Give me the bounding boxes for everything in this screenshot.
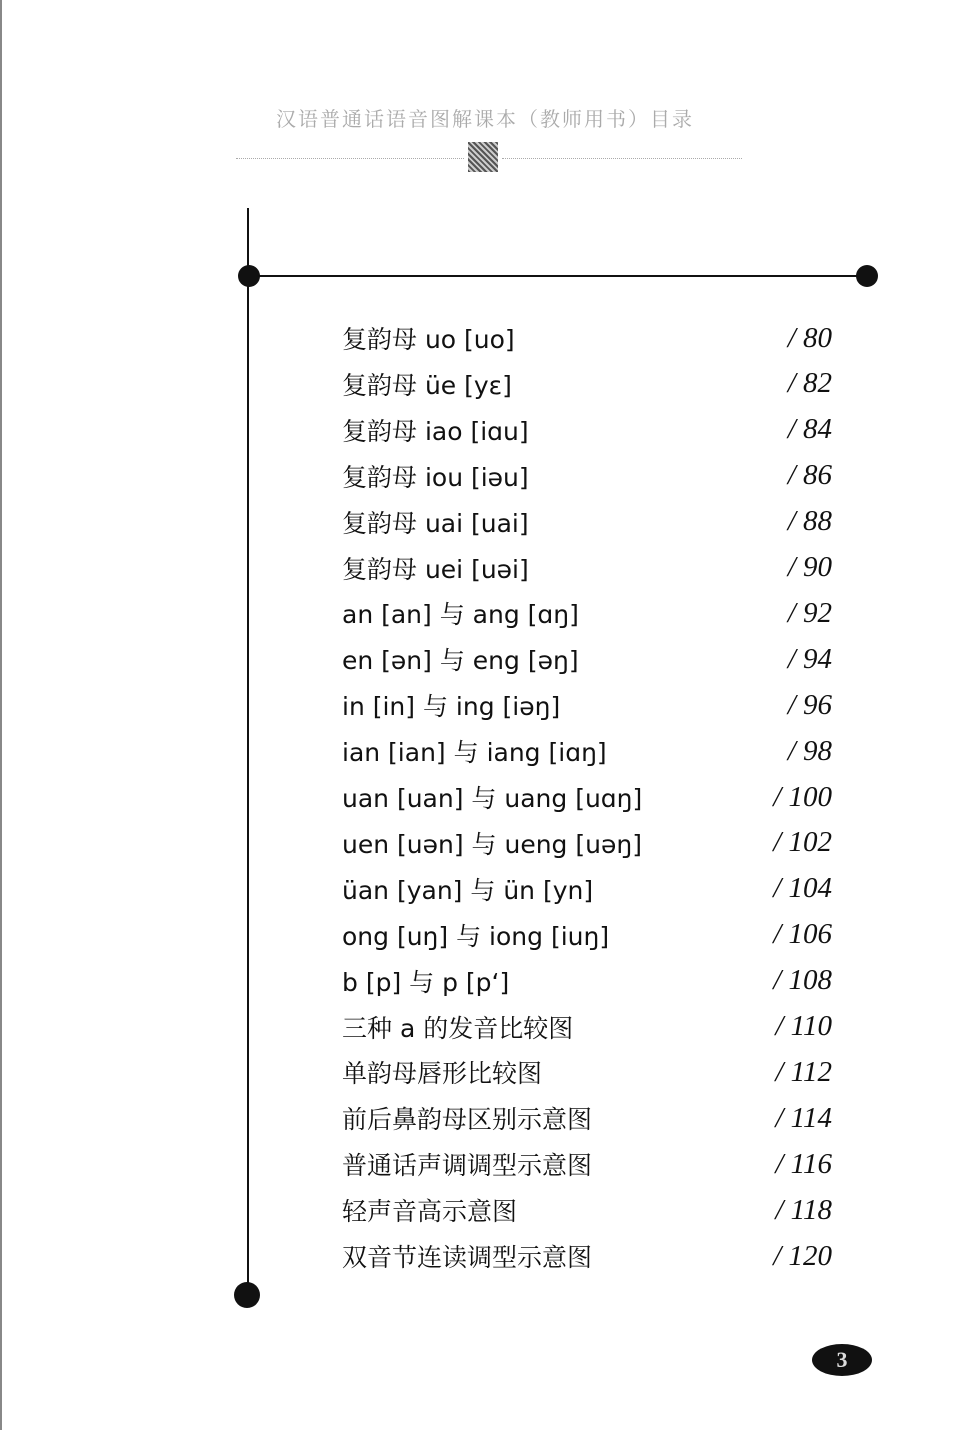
toc-entry-page: / 116 <box>775 1147 832 1180</box>
frame-vertical-line <box>247 208 249 1288</box>
page-edge <box>0 0 2 1430</box>
toc-entry[interactable] <box>342 639 832 679</box>
toc-entry[interactable] <box>342 1098 832 1138</box>
toc-entry[interactable] <box>342 318 832 358</box>
frame-dot-bottom <box>234 1282 260 1308</box>
header-rule-left <box>236 158 464 159</box>
toc-entry-title: b [p] 与 p [p‘] <box>342 967 510 997</box>
toc-entry[interactable] <box>342 777 832 817</box>
toc-entry-title: en [ən] 与 eng [əŋ] <box>342 646 579 676</box>
toc-entry-title: 轻声音高示意图 <box>342 1197 518 1227</box>
toc-entry-page: / 82 <box>787 367 832 400</box>
toc-entry[interactable] <box>342 593 832 633</box>
toc-entry-page: / 112 <box>775 1055 832 1088</box>
toc-entry[interactable] <box>342 1190 832 1230</box>
header-ornament <box>468 142 498 172</box>
toc-entry-page: / 110 <box>775 1010 832 1042</box>
toc-entry-title: 普通话声调调型示意图 <box>342 1151 593 1181</box>
toc-entry-title: 复韵母 iao [iɑu] <box>342 416 529 446</box>
toc-entry-page: / 102 <box>773 826 832 859</box>
toc-entry-title: in [in] 与 ing [iəŋ] <box>342 692 561 722</box>
toc-entry-title: 复韵母 uei [uəi] <box>342 554 529 584</box>
toc-entry-page: / 86 <box>787 459 832 492</box>
toc-entry-page: / 88 <box>787 505 832 538</box>
toc-entry-title: 复韵母 uai [uai] <box>342 508 529 538</box>
toc-entry-page: / 80 <box>787 321 832 354</box>
toc-entry[interactable] <box>342 823 832 863</box>
toc-entry[interactable] <box>342 731 832 771</box>
toc-entry-title: 复韵母 uo [uo] <box>342 325 515 354</box>
toc-entry-page: / 106 <box>773 918 832 951</box>
frame-dot-top-right <box>856 265 878 287</box>
toc-entry-page: / 114 <box>775 1101 832 1134</box>
toc-entry-title: üan [yan] 与 ün [yn] <box>342 875 594 905</box>
toc-entry[interactable] <box>342 548 832 588</box>
toc-entry-title: 双音节连读调型示意图 <box>342 1243 593 1272</box>
toc-entry-title: an [an] 与 ang [ɑŋ] <box>342 600 579 630</box>
toc-entry-page: / 84 <box>787 413 832 446</box>
toc-entry-title: ong [uŋ] 与 iong [iuŋ] <box>342 921 610 951</box>
toc-entry[interactable] <box>342 1007 832 1047</box>
toc-entry-title: uan [uan] 与 uang [uɑŋ] <box>342 784 643 813</box>
toc-entry[interactable] <box>342 1236 832 1276</box>
toc-entry-page: / 90 <box>787 551 832 583</box>
toc-entry-page: / 98 <box>787 734 832 767</box>
toc-entry-page: / 120 <box>773 1239 832 1272</box>
toc-entry[interactable] <box>342 1144 832 1184</box>
toc-entry-title: 三种 a 的发音比较图 <box>342 1013 574 1043</box>
toc-entry-page: / 94 <box>787 642 832 675</box>
page-number-badge: 3 <box>812 1344 872 1376</box>
toc-entry-title: ian [ian] 与 iang [iɑŋ] <box>342 738 607 768</box>
toc-entry[interactable] <box>342 502 832 542</box>
toc-entry-page: / 104 <box>773 872 832 905</box>
toc-entry-title: uen [uən] 与 ueng [uəŋ] <box>342 829 642 859</box>
toc-entry[interactable] <box>342 1052 832 1092</box>
toc-entry-page: / 100 <box>773 780 832 813</box>
toc-entry[interactable] <box>342 410 832 450</box>
toc-entry[interactable] <box>342 685 832 725</box>
toc-entry-title: 前后鼻韵母区别示意图 <box>342 1105 593 1135</box>
toc-entry-title: 单韵母唇形比较图 <box>342 1059 543 1089</box>
toc-entry-page: / 96 <box>787 688 832 721</box>
toc-entry[interactable] <box>342 915 832 955</box>
running-header: 汉语普通话语音图解课本（教师用书）目录 <box>276 107 694 131</box>
toc-entry[interactable] <box>342 456 832 496</box>
toc-entry-title: 复韵母 iou [iəu] <box>342 462 529 492</box>
toc-entry-page: / 92 <box>787 596 832 629</box>
frame-dot-top-left <box>238 265 260 287</box>
toc-entry[interactable] <box>342 869 832 909</box>
toc-entry[interactable] <box>342 961 832 1001</box>
toc-entry-page: / 118 <box>775 1193 832 1226</box>
frame-horizontal-line <box>250 275 866 277</box>
toc-entry-page: / 108 <box>773 964 832 997</box>
toc-entry[interactable] <box>342 364 832 404</box>
header-rule-right <box>502 158 742 159</box>
toc-entry-title: 复韵母 üe [yε] <box>342 370 512 400</box>
